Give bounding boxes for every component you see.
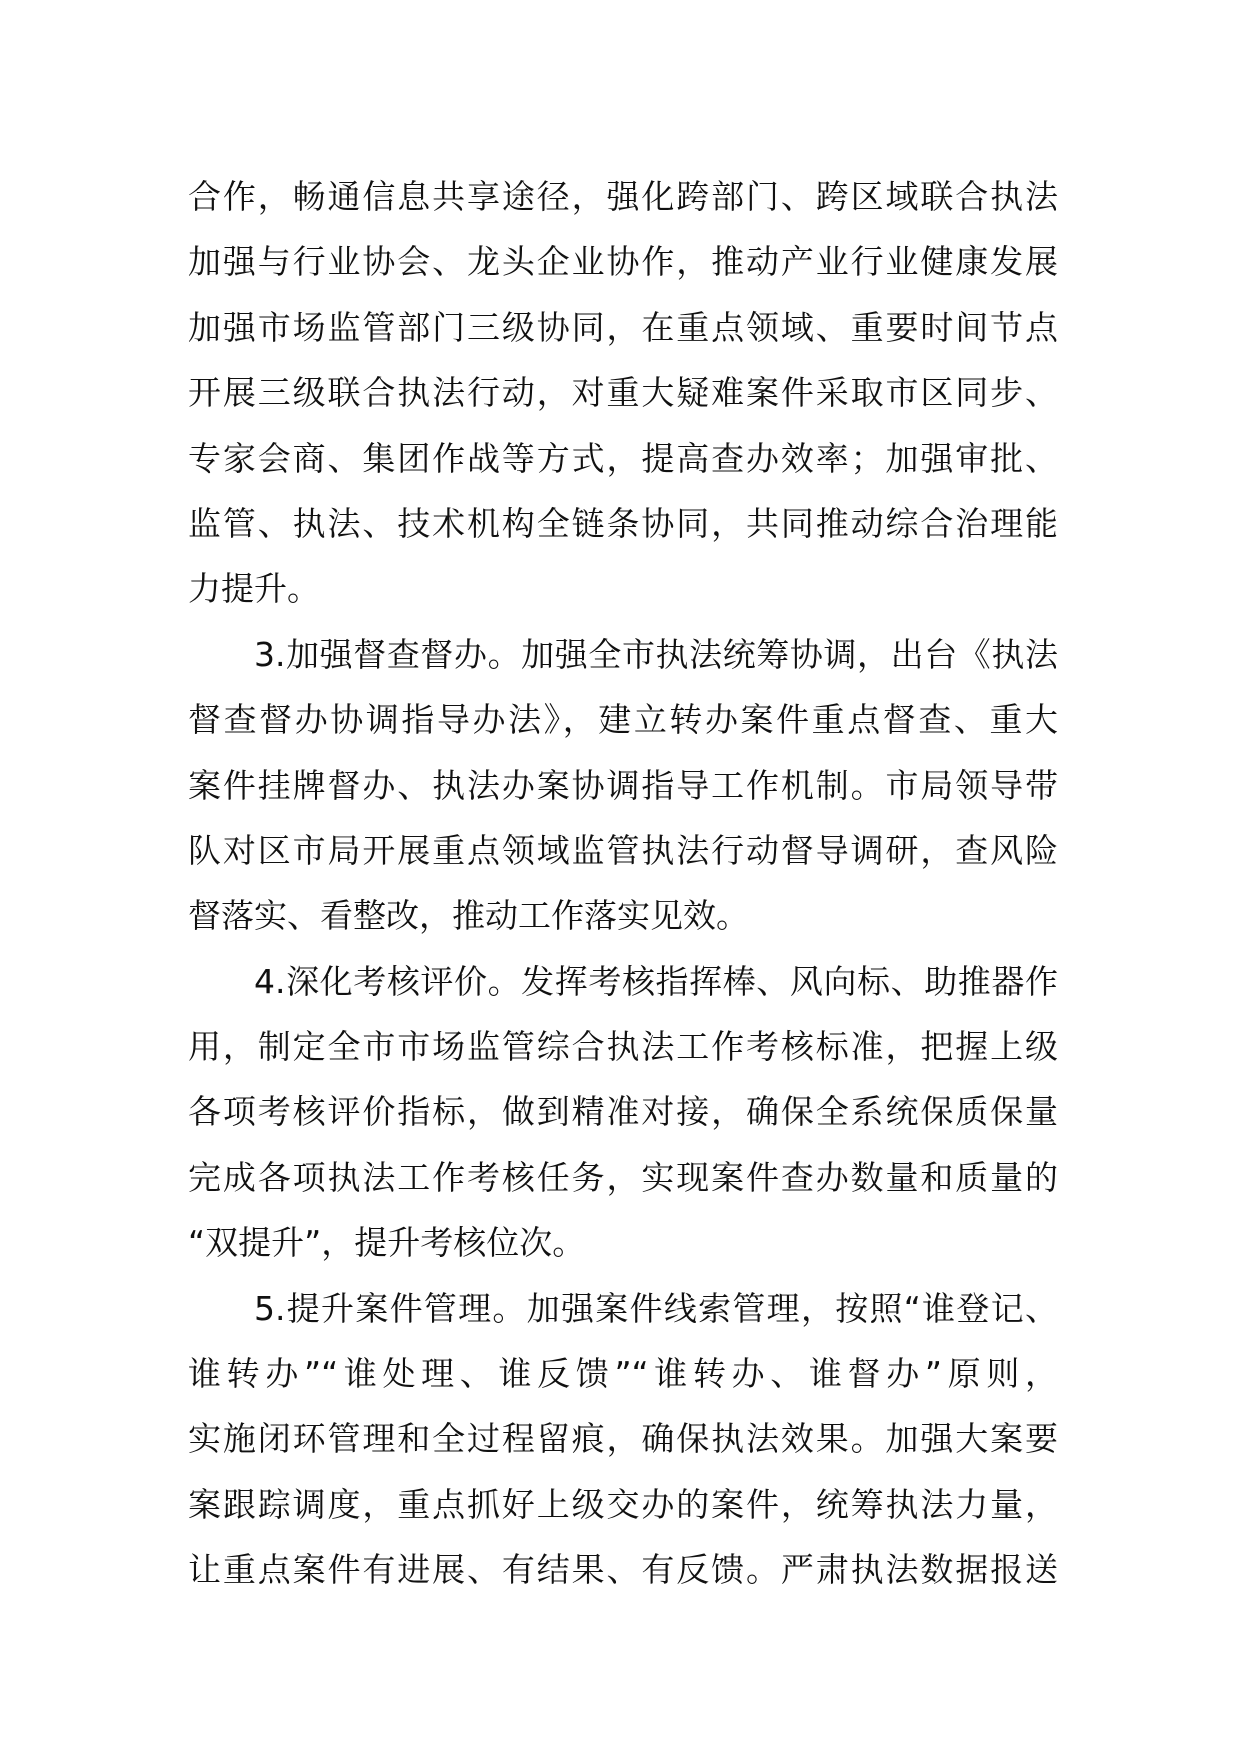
text-line: 用，制定全市市场监管综合执法工作考核标准，把握上级 <box>188 1027 1058 1067</box>
text-line: “双提升”，提升考核位次。 <box>188 1223 586 1263</box>
text-line: 监管、执法、技术机构全链条协同，共同推动综合治理能 <box>188 503 1058 543</box>
paragraph-start-line: 4.深化考核评价。发挥考核指挥棒、风向标、助推器作 <box>254 961 1058 1001</box>
text-line: 完成各项执法工作考核任务，实现案件查办数量和质量的 <box>188 1157 1058 1197</box>
text-line: 专家会商、集团作战等方式，提高查办效率；加强审批、 <box>188 438 1058 478</box>
text-line: 加强市场监管部门三级协同，在重点领域、重要时间节点 <box>188 307 1058 347</box>
text-line: 谁转办”“谁处理、谁反馈”“谁转办、谁督办”原则， <box>188 1354 1058 1394</box>
text-line: 合作，畅通信息共享途径，强化跨部门、跨区域联合执法 <box>188 177 1058 216</box>
text-line: 各项考核评价指标，做到精准对接，确保全系统保质保量 <box>188 1092 1058 1132</box>
text-line: 督查督办协调指导办法》，建立转办案件重点督查、重大 <box>188 700 1058 740</box>
paragraph-start-line: 3.加强督查督办。加强全市执法统筹协调，出台《执法 <box>254 634 1058 674</box>
paragraph-start-line: 5.提升案件管理。加强案件线索管理，按照“谁登记、 <box>254 1288 1058 1328</box>
text-line: 队对区市局开展重点领域监管执法行动督导调研，查风险 <box>188 830 1058 870</box>
text-line: 案件挂牌督办、执法办案协调指导工作机制。市局领导带 <box>188 765 1058 805</box>
body-text <box>188 164 1058 1603</box>
text-line: 让重点案件有进展、有结果、有反馈。严肃执法数据报送 <box>188 1550 1058 1590</box>
text-line: 开展三级联合执法行动，对重大疑难案件采取市区同步、 <box>188 373 1058 413</box>
text-line: 案跟踪调度，重点抓好上级交办的案件，统筹执法力量， <box>188 1484 1058 1524</box>
text-line: 实施闭环管理和全过程留痕，确保执法效果。加强大案要 <box>188 1419 1058 1459</box>
text-line: 力提升。 <box>188 569 320 609</box>
text-line: 加强与行业协会、龙头企业协作，推动产业行业健康发展 <box>188 242 1058 282</box>
text-line: 督落实、看整改，推动工作落实见效。 <box>188 896 749 936</box>
